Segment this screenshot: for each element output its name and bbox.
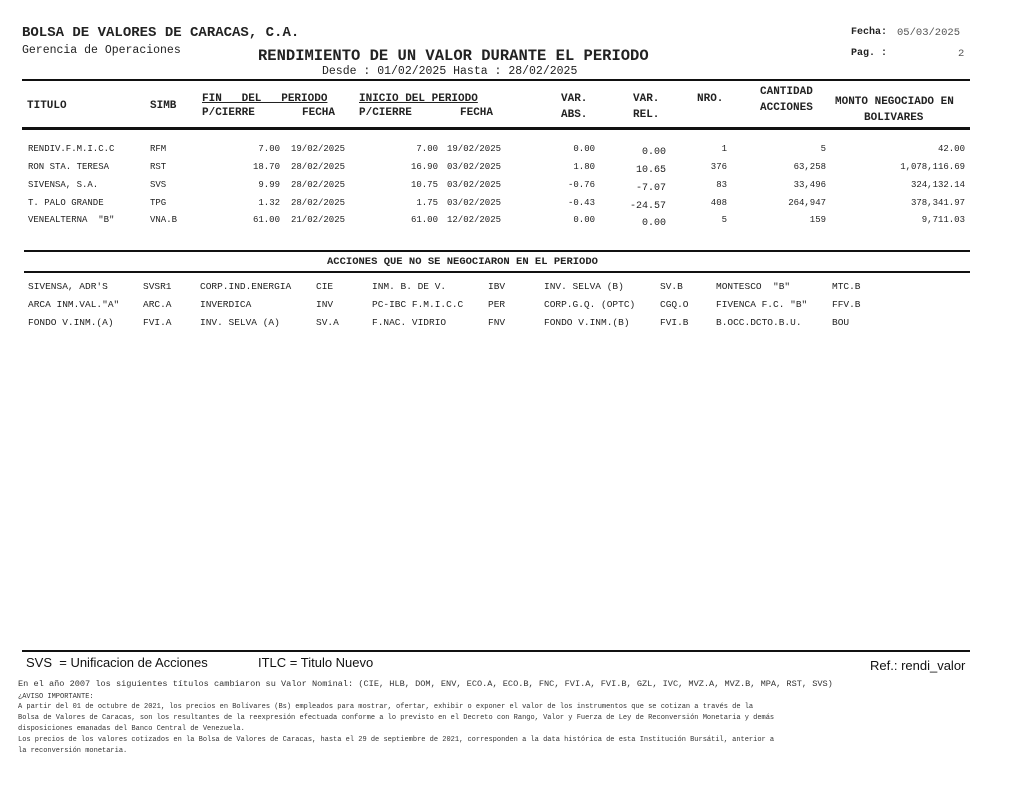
cell-fecha-ini: 19/02/2025 (447, 144, 502, 154)
cell-monto: 42.00 (937, 144, 965, 154)
cell-fecha-fin: 21/02/2025 (291, 215, 346, 225)
cell-titulo: RENDIV.F.M.I.C.C (28, 144, 115, 154)
cell-var-abs: 1.80 (573, 162, 595, 172)
col-var-abs-top: VAR. (561, 93, 588, 105)
cell-var-abs: 0.00 (573, 144, 595, 154)
footnote-notice-line-3: disposiciones emanadas del Banco Central de Venezuela. (18, 725, 245, 733)
cell-pc-ini: 16.90 (410, 162, 438, 172)
not-traded-name: FONDO V.INM.(B) (544, 317, 630, 328)
cell-var-rel: -24.57 (629, 201, 666, 212)
footnote-notice-line-4: Los precios de los valores cotizados en la Bolsa de Valores de Caracas, hasta el 29 de septiembre de 2021, corresponden a la data histórica de esta Institución Bursátil, anterior a (18, 736, 775, 744)
not-traded-symbol: SVSR1 (143, 281, 172, 292)
cell-pc-fin: 1.32 (258, 198, 280, 208)
not-traded-bottom-rule (24, 271, 970, 273)
cell-pc-fin: 7.00 (258, 144, 280, 154)
footnote-notice-line-2: Bolsa de Valores de Caracas, son los resultantes de la reexpresión efectuada conforme a lo previsto en el Decreto con Rango, Valor y Fuerza de Ley de Reconversión Monetaria y demás (18, 714, 775, 722)
not-traded-name: FIVENCA F.C. "B" (716, 299, 808, 310)
cell-fecha-ini: 03/02/2025 (447, 180, 502, 190)
cell-var-rel: -7.07 (635, 183, 666, 194)
cell-simb: TPG (150, 198, 167, 208)
col-inicio-periodo: INICIO DEL PERIODO (359, 93, 478, 105)
cell-pc-ini: 61.00 (410, 215, 438, 225)
not-traded-symbol: FFV.B (832, 299, 861, 310)
legend-itlc: ITLC = Titulo Nuevo (258, 655, 374, 670)
cell-fecha-ini: 12/02/2025 (447, 215, 502, 225)
date-label: Fecha: (851, 27, 888, 38)
cell-monto: 1,078,116.69 (900, 162, 965, 172)
not-traded-top-rule (24, 250, 970, 252)
cell-var-abs: 0.00 (573, 215, 595, 225)
cell-titulo: T. PALO GRANDE (28, 198, 104, 208)
not-traded-name: PC-IBC F.M.I.C.C (372, 299, 464, 310)
not-traded-name: INM. B. DE V. (372, 281, 447, 292)
not-traded-name: ARCA INM.VAL."A" (28, 299, 120, 310)
cell-pc-fin: 18.70 (252, 162, 280, 172)
not-traded-name: CORP.IND.ENERGIA (200, 281, 292, 292)
not-traded-symbol: BOU (832, 317, 850, 328)
cell-cantidad: 33,496 (793, 180, 826, 190)
not-traded-symbol: MTC.B (832, 281, 861, 292)
cell-fecha-fin: 19/02/2025 (291, 144, 346, 154)
cell-pc-ini: 1.75 (416, 198, 438, 208)
not-traded-name: SIVENSA, ADR'S (28, 281, 108, 292)
cell-nro: 1 (721, 144, 727, 154)
cell-cantidad: 264,947 (788, 198, 826, 208)
footnote-nominal-value: En el año 2007 los siguientes títulos cambiaron su Valor Nominal: (CIE, HLB, DOM, ENV, ECO.A, ECO.B, FNC, FVI.A, FVI.B, GZL, IVC, MVZ.A, MVZ.B, MPA, RST, SVS) (18, 679, 833, 689)
page-number: 2 (958, 48, 965, 60)
cell-nro: 376 (710, 162, 727, 172)
not-traded-name: CORP.G.Q. (OPTC) (544, 299, 636, 310)
not-traded-symbol: FVI.B (660, 317, 689, 328)
cell-fecha-ini: 03/02/2025 (447, 162, 502, 172)
cell-fecha-fin: 28/02/2025 (291, 198, 346, 208)
cell-pc-ini: 10.75 (410, 180, 438, 190)
not-traded-symbol: FVI.A (143, 317, 172, 328)
page-label: Pag. : (851, 48, 888, 59)
col-var-rel-bottom: REL. (633, 109, 660, 121)
not-traded-symbol: SV.B (660, 281, 683, 292)
footnote-notice-heading: ¿AVISO IMPORTANTE: (18, 693, 94, 701)
col-fecha-ini: FECHA (460, 107, 494, 119)
cell-pc-fin: 61.00 (252, 215, 280, 225)
col-var-rel-top: VAR. (633, 93, 660, 105)
not-traded-name: B.OCC.DCTO.B.U. (716, 317, 802, 328)
cell-var-rel: 10.65 (635, 165, 666, 176)
period-range: Desde : 01/02/2025 Hasta : 28/02/2025 (322, 65, 578, 78)
col-nro: NRO. (697, 93, 724, 105)
cell-cantidad: 159 (809, 215, 826, 225)
cell-titulo: RON STA. TERESA (28, 162, 110, 172)
col-fin-periodo: FIN DEL PERIODO (202, 93, 328, 105)
cell-pc-ini: 7.00 (416, 144, 438, 154)
report-date: 05/03/2025 (897, 27, 961, 39)
legend-svs: SVS = Unificacion de Acciones (26, 655, 208, 670)
col-fecha-fin: FECHA (302, 107, 336, 119)
not-traded-name: F.NAC. VIDRIO (372, 317, 447, 328)
not-traded-symbol: CIE (316, 281, 334, 292)
cell-simb: SVS (150, 180, 167, 190)
cell-simb: RST (150, 162, 167, 172)
col-pcierre-fin: P/CIERRE (202, 107, 255, 119)
cell-cantidad: 63,258 (793, 162, 826, 172)
cell-nro: 5 (721, 215, 727, 225)
col-cantidad: CANTIDAD (760, 86, 813, 98)
col-titulo: TITULO (27, 100, 67, 112)
not-traded-symbol: INV (316, 299, 334, 310)
not-traded-symbol: PER (488, 299, 506, 310)
not-traded-symbol: SV.A (316, 317, 339, 328)
not-traded-name: FONDO V.INM.(A) (28, 317, 114, 328)
not-traded-symbol: FNV (488, 317, 506, 328)
header-divider (22, 79, 970, 81)
col-var-abs-bottom: ABS. (561, 109, 588, 121)
cell-var-abs: -0.43 (567, 198, 595, 208)
cell-fecha-ini: 03/02/2025 (447, 198, 502, 208)
footnote-notice-line-1: A partir del 01 de octubre de 2021, los precios en Bolívares (Bs) empleados para mostrar, ofertar, exhibir o exponer el valor de los instrumentos que se cotizan a través de la (18, 703, 754, 711)
cell-nro: 408 (710, 198, 727, 208)
page-title: RENDIMIENTO DE UN VALOR DURANTE EL PERIODO (258, 47, 649, 65)
not-traded-name: INVERDICA (200, 299, 252, 310)
footnote-notice-line-5: la reconversión monetaria. (18, 747, 128, 755)
cell-pc-fin: 9.99 (258, 180, 280, 190)
not-traded-name: INV. SELVA (B) (544, 281, 624, 292)
not-traded-title: ACCIONES QUE NO SE NEGOCIARON EN EL PERIODO (327, 256, 598, 268)
report-reference: Ref.: rendi_valor (870, 658, 966, 673)
cell-monto: 324,132.14 (910, 180, 965, 190)
cell-cantidad: 5 (820, 144, 826, 154)
not-traded-symbol: ARC.A (143, 299, 172, 310)
cell-simb: RFM (150, 144, 167, 154)
not-traded-name: MONTESCO "B" (716, 281, 791, 292)
not-traded-symbol: CGQ.O (660, 299, 689, 310)
legend-rule (22, 650, 970, 652)
col-monto: MONTO NEGOCIADO EN (835, 96, 954, 108)
cell-titulo: SIVENSA, S.A. (28, 180, 99, 190)
cell-var-abs: -0.76 (567, 180, 595, 190)
cell-var-rel: 0.00 (641, 147, 666, 158)
department-name: Gerencia de Operaciones (22, 44, 181, 57)
col-acciones: ACCIONES (760, 102, 813, 114)
cell-titulo: VENEALTERNA "B" (28, 215, 115, 225)
cell-simb: VNA.B (150, 215, 178, 225)
not-traded-name: INV. SELVA (A) (200, 317, 280, 328)
table-header-rule (22, 127, 970, 130)
cell-var-rel: 0.00 (641, 218, 666, 229)
cell-monto: 9,711.03 (921, 215, 965, 225)
cell-fecha-fin: 28/02/2025 (291, 162, 346, 172)
cell-nro: 83 (716, 180, 727, 190)
col-pcierre-ini: P/CIERRE (359, 107, 412, 119)
cell-fecha-fin: 28/02/2025 (291, 180, 346, 190)
col-bolivares: BOLIVARES (864, 112, 924, 124)
company-name: BOLSA DE VALORES DE CARACAS, C.A. (22, 25, 300, 41)
col-simb: SIMB (150, 100, 177, 112)
not-traded-symbol: IBV (488, 281, 506, 292)
cell-monto: 378,341.97 (910, 198, 965, 208)
